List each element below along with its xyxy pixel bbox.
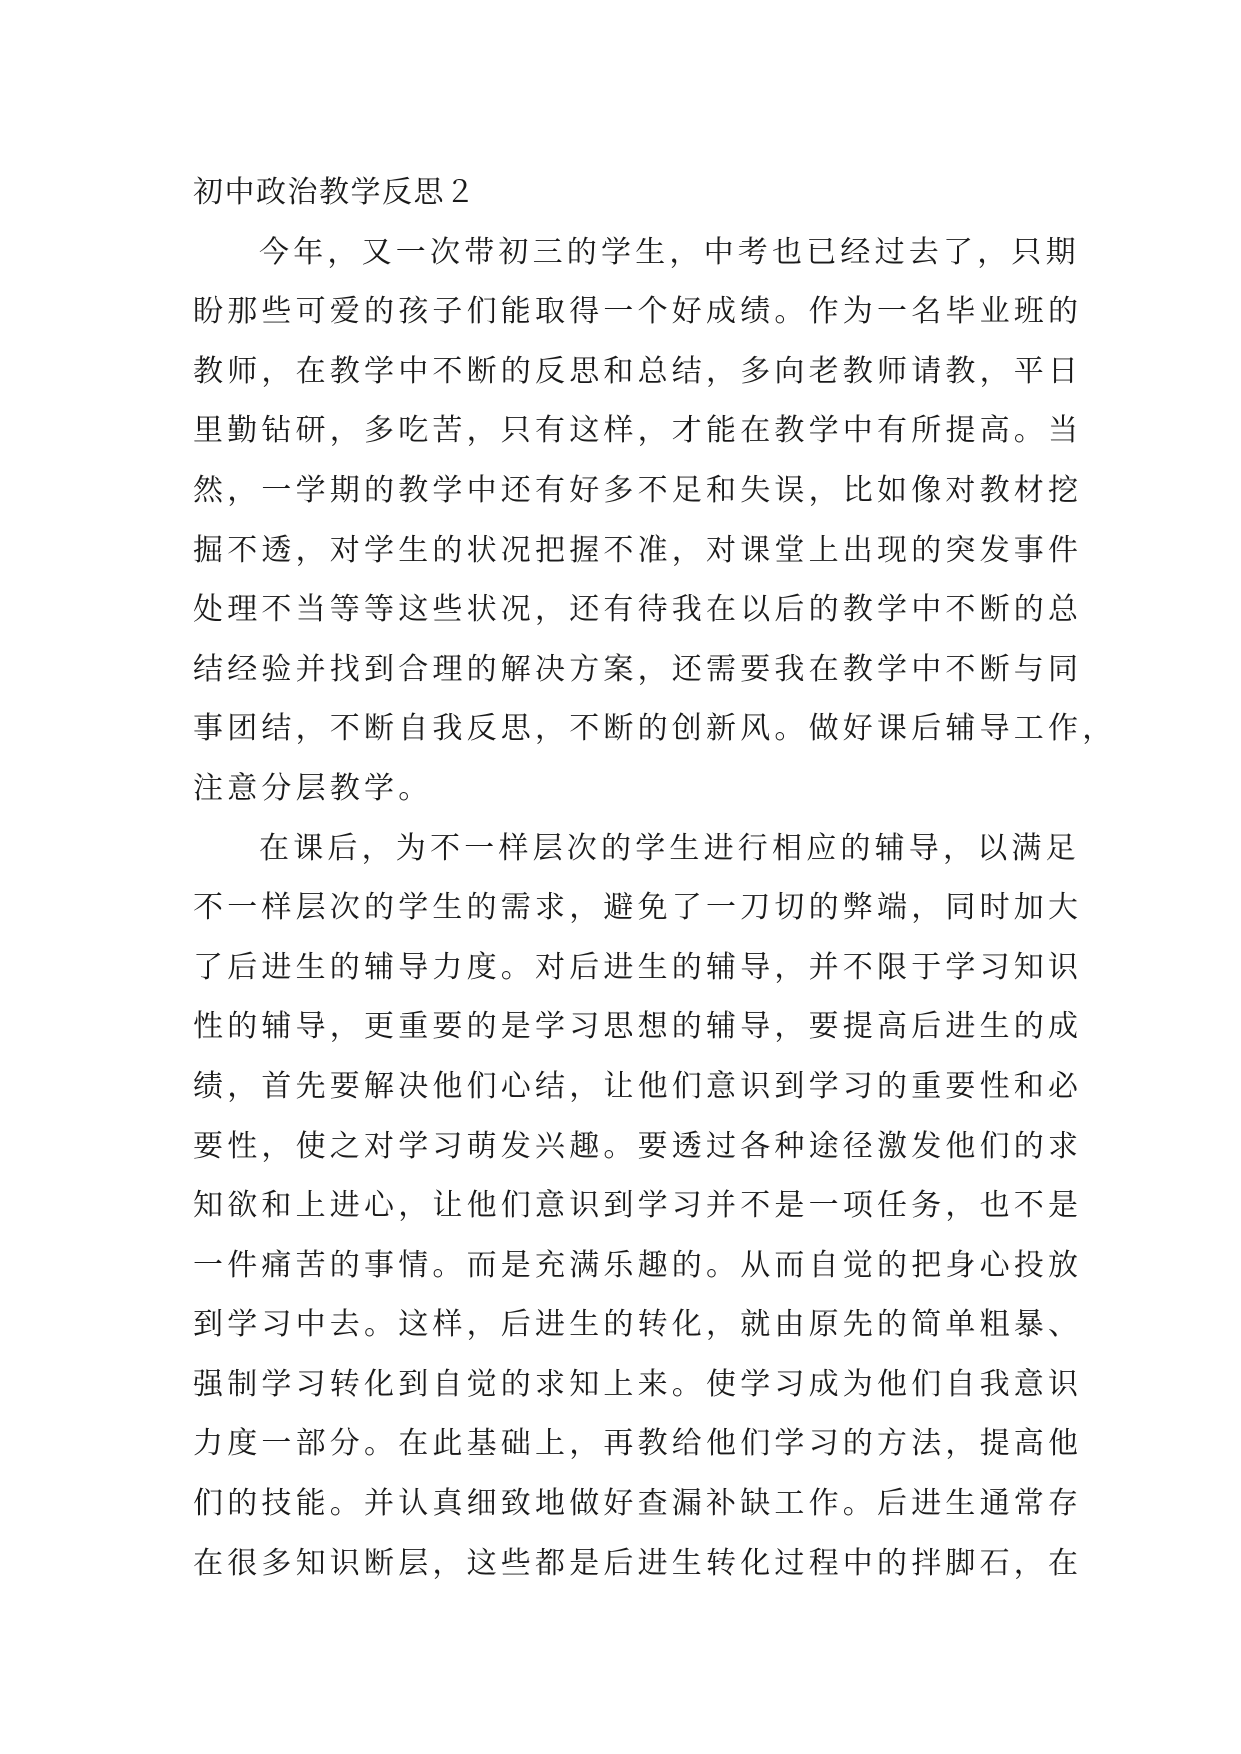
paragraph-line: 性的辅导，更重要的是学习思想的辅导，要提高后进生的成 (193, 1009, 1083, 1045)
paragraph-line: 到学习中去。这样，后进生的转化，就由原先的简单粗暴、 (193, 1307, 1083, 1343)
document-title: 初中政治教学反思２ (193, 175, 477, 210)
paragraph-1 (193, 223, 1117, 819)
paragraph-line: 盼那些可爱的孩子们能取得一个好成绩。作为一名毕业班的 (193, 294, 1083, 330)
paragraph-line: 结经验并找到合理的解决方案，还需要我在教学中不断与同 (193, 651, 1083, 687)
paragraph-line: 了后进生的辅导力度。对后进生的辅导，并不限于学习知识 (193, 949, 1083, 985)
paragraph-line: 里勤钻研，多吃苦，只有这样，才能在教学中有所提高。当 (193, 413, 1083, 449)
paragraph-line: 事团结，不断自我反思，不断的创新风。做好课后辅导工作， (193, 711, 1117, 747)
document-body (193, 163, 1117, 1593)
paragraph-line: 知欲和上进心，让他们意识到学习并不是一项任务，也不是 (193, 1188, 1083, 1224)
paragraph-line: 在课后，为不一样层次的学生进行相应的辅导，以满足 (259, 830, 1080, 866)
paragraph-2 (193, 819, 1083, 1594)
paragraph-line: 今年，又一次带初三的学生，中考也已经过去了，只期 (259, 234, 1080, 270)
paragraph-line: 一件痛苦的事情。而是充满乐趣的。从而自觉的把身心投放 (193, 1247, 1083, 1283)
paragraph-line: 不一样层次的学生的需求，避免了一刀切的弊端，同时加大 (193, 890, 1083, 926)
paragraph-line: 强制学习转化到自觉的求知上来。使学习成为他们自我意识 (193, 1366, 1083, 1402)
paragraph-line: 力度一部分。在此基础上，再教给他们学习的方法，提高他 (193, 1426, 1083, 1462)
paragraph-line: 掘不透，对学生的状况把握不准，对课堂上出现的突发事件 (193, 532, 1083, 568)
paragraph-line: 绩，首先要解决他们心结，让他们意识到学习的重要性和必 (193, 1068, 1083, 1104)
paragraph-line: 然，一学期的教学中还有好多不足和失误，比如像对教材挖 (193, 472, 1083, 508)
paragraph-line: 要性，使之对学习萌发兴趣。要透过各种途径激发他们的求 (193, 1128, 1083, 1164)
paragraph-line: 在很多知识断层，这些都是后进生转化过程中的拌脚石，在 (193, 1545, 1083, 1581)
paragraph-line: 处理不当等等这些状况，还有待我在以后的教学中不断的总 (193, 592, 1083, 628)
paragraph-line: 们的技能。并认真细致地做好查漏补缺工作。后进生通常存 (193, 1486, 1083, 1522)
paragraph-line: 教师，在教学中不断的反思和总结，多向老教师请教，平日 (193, 353, 1083, 389)
paragraph-line: 注意分层教学。 (193, 770, 433, 806)
